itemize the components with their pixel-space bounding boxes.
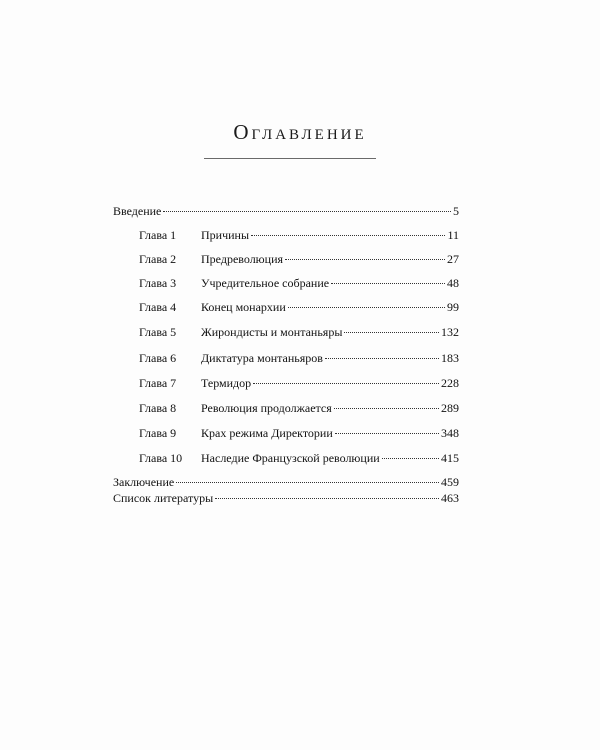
toc-entry-label: Причины [201,228,250,242]
chapter-number: Глава 1 [139,228,177,242]
toc-entry-page: 11 [447,228,459,242]
toc-entry-chapter-8[interactable] [201,400,459,416]
toc-entry-label: Наследие Французской революции [201,451,380,465]
toc-entry-page: 183 [441,351,459,365]
toc-entry-label: Предреволюция [201,252,284,266]
toc-entry-chapter-4[interactable] [201,299,459,315]
chapter-number: Глава 6 [139,351,177,365]
toc-entry-page: 5 [453,204,459,218]
toc-entry-intro[interactable] [113,203,459,219]
toc-entry-chapter-7[interactable] [201,375,459,391]
chapter-number: Глава 7 [139,376,177,390]
toc-entry-page: 415 [441,451,459,465]
toc-entry-label: Введение [113,204,162,218]
toc-entry-conclusion[interactable] [113,474,459,490]
chapter-number: Глава 8 [139,401,177,415]
dot-leader [344,332,439,333]
toc-entry-chapter-3[interactable] [201,275,459,291]
chapter-number: Глава 5 [139,325,177,339]
dot-leader [331,283,445,284]
toc-entry-page: 289 [441,401,459,415]
toc-entry-page: 132 [441,325,459,339]
toc-entry-label: Список литературы [113,491,214,505]
toc-title: Оглавление [233,120,367,144]
dot-leader [335,433,439,434]
dot-leader [251,235,445,236]
toc-entry-chapter-5[interactable] [201,324,459,340]
toc-entry-label: Конец монархии [201,300,286,314]
dot-leader [288,307,445,308]
toc-entry-chapter-2[interactable] [201,251,459,267]
dot-leader [382,458,439,459]
chapter-number: Глава 2 [139,252,177,266]
dot-leader [215,498,439,499]
toc-entry-label: Заключение [113,475,175,489]
toc-entry-chapter-9[interactable] [201,425,459,441]
toc-entry-page: 48 [447,276,459,290]
toc-entry-chapter-6[interactable] [201,350,459,366]
dot-leader [325,358,439,359]
toc-entry-label: Диктатура монтаньяров [201,351,323,365]
chapter-number: Глава 9 [139,426,177,440]
dot-leader [176,482,439,483]
toc-entry-bibliography[interactable] [113,490,459,506]
toc-entry-page: 99 [447,300,459,314]
toc-entry-page: 228 [441,376,459,390]
toc-entry-label: Революция продолжается [201,401,332,415]
chapter-number: Глава 10 [139,451,183,465]
chapter-number: Глава 3 [139,276,177,290]
toc-entry-label: Крах режима Директории [201,426,333,440]
dot-leader [253,383,439,384]
toc-entry-label: Термидор [201,376,252,390]
dot-leader [334,408,439,409]
chapter-number: Глава 4 [139,300,177,314]
toc-entry-page: 27 [447,252,459,266]
dot-leader [285,259,445,260]
dot-leader [163,211,451,212]
toc-entry-label: Учредительное собрание [201,276,330,290]
toc-entry-page: 348 [441,426,459,440]
toc-entry-page: 459 [441,475,459,489]
toc-entry-chapter-1[interactable] [201,227,459,243]
toc-entry-label: Жирондисты и монтаньяры [201,325,343,339]
toc-entry-page: 463 [441,491,459,505]
toc-entry-chapter-10[interactable] [201,450,459,466]
